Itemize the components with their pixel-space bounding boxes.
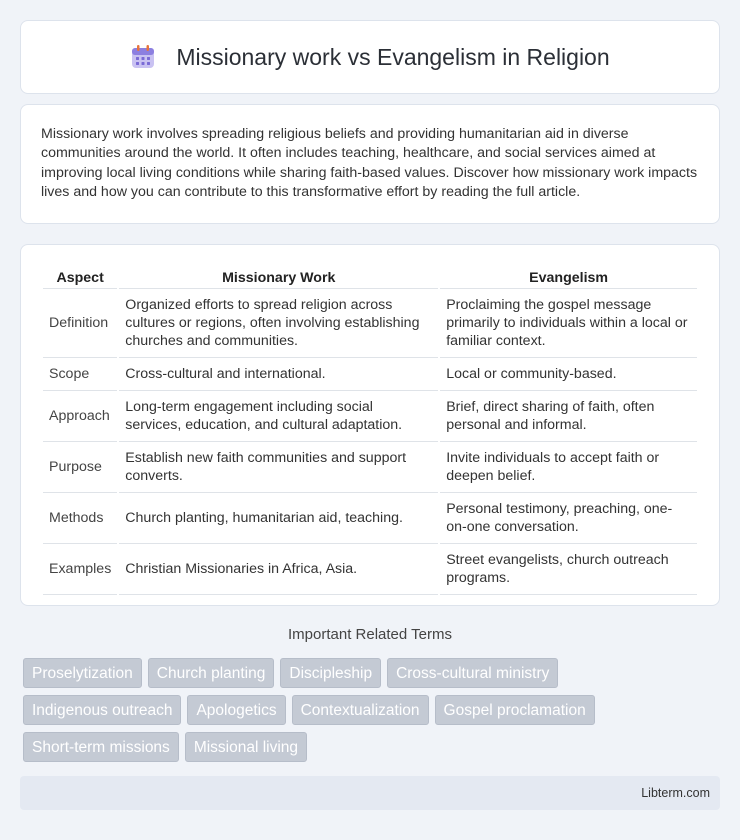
page-title: Missionary work vs Evangelism in Religion [176,43,610,70]
term-tag[interactable]: Proselytization [23,658,142,688]
row-aspect: Purpose [43,442,117,493]
comparison-table-card [20,244,720,606]
table-row [43,442,697,493]
comparison-table [41,265,699,595]
row-evangelism: Street evangelists, church outreach programs. [440,544,697,595]
header-card [20,20,720,94]
intro-text: Missionary work involves spreading religious beliefs and providing humanitarian aid in diverse communities around the world. It often includes teaching, healthcare, and social services aimed at improving local living conditions while sharing faith-based values. Discover how missionary work impacts lives and how you can contribute to this transformative effort by reading the full article. [41,126,698,200]
term-tag[interactable]: Contextualization [292,695,429,725]
row-aspect: Approach [43,391,117,442]
row-aspect: Definition [43,289,117,358]
term-tag[interactable]: Gospel proclamation [435,695,595,725]
table-row [43,391,697,442]
column-header-evangelism: Evangelism [440,265,697,289]
term-tag[interactable]: Missional living [185,732,307,762]
term-tag[interactable]: Discipleship [280,658,381,688]
row-missionary: Long-term engagement including social services, education, and cultural adaptation. [119,391,438,442]
table-row [43,544,697,595]
row-missionary: Establish new faith communities and support converts. [119,442,438,493]
row-evangelism: Personal testimony, preaching, one-on-one conversation. [440,493,697,544]
row-evangelism: Local or community-based. [440,358,697,391]
table-row [43,493,697,544]
term-tag[interactable]: Indigenous outreach [23,695,181,725]
row-evangelism: Brief, direct sharing of faith, often personal and informal. [440,391,697,442]
column-header-missionary: Missionary Work [119,265,438,289]
row-evangelism: Invite individuals to accept faith or deepen belief. [440,442,697,493]
footer [20,776,720,810]
row-evangelism: Proclaiming the gospel message primarily to individuals within a local or familiar context. [440,289,697,358]
table-row [43,358,697,391]
related-terms-list [23,658,713,769]
row-aspect: Scope [43,358,117,391]
term-tag[interactable]: Apologetics [187,695,285,725]
row-missionary: Organized efforts to spread religion across cultures or regions, often involving establishing churches and communities. [119,289,438,358]
term-tag[interactable]: Church planting [148,658,275,688]
row-missionary: Church planting, humanitarian aid, teaching. [119,493,438,544]
table-header-row [43,265,697,289]
footer-site-link[interactable]: Libterm.com [641,786,710,800]
related-terms-title: Important Related Terms [288,626,452,643]
row-missionary: Cross-cultural and international. [119,358,438,391]
calendar-icon [130,44,156,70]
intro-card [20,104,720,224]
term-tag[interactable]: Short-term missions [23,732,179,762]
row-missionary: Christian Missionaries in Africa, Asia. [119,544,438,595]
row-aspect: Methods [43,493,117,544]
column-header-aspect: Aspect [43,265,117,289]
row-aspect: Examples [43,544,117,595]
table-row [43,289,697,358]
term-tag[interactable]: Cross-cultural ministry [387,658,558,688]
